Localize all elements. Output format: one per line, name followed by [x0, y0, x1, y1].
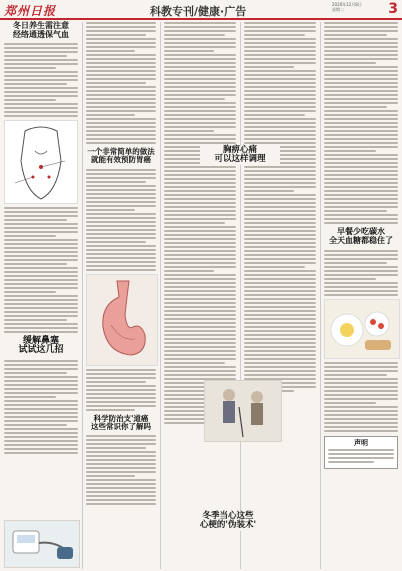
masthead: [0, 0, 402, 20]
breakfast-icon: [325, 300, 399, 358]
acupoint-illustration: [4, 120, 78, 204]
article-body: [4, 43, 78, 117]
column-2: [86, 22, 156, 569]
article-title: 冬季当心这些 心梗的'伪装术': [176, 512, 280, 531]
blood-pressure-photo: [4, 520, 80, 568]
elderly-walking-photo: [204, 380, 282, 442]
column-divider: [82, 22, 83, 569]
section-title: 科教专刊/健康·广告: [150, 5, 247, 18]
article-title: 一个非常简单的做法 就能有效预防胃癌: [87, 147, 155, 165]
column-4: [244, 22, 316, 569]
article-title: 早餐少吃碳水 全天血糖都稳住了: [329, 227, 393, 245]
elderly-icon: [205, 381, 281, 441]
article-title: 胸痹心痛 可以这样调理: [200, 146, 280, 165]
stomach-illustration: [86, 274, 158, 366]
column-divider: [320, 22, 321, 569]
column-divider: [240, 22, 241, 569]
article-title: 冬日养生需注意 经络通透保气血: [13, 21, 69, 39]
stomach-icon: [87, 275, 157, 365]
issue-date: 2020年12月8日 星期二: [332, 2, 362, 12]
column-divider: [160, 22, 161, 569]
notice-title: 声明: [354, 438, 368, 447]
page-number: 3: [388, 1, 398, 17]
article-title: 科学防治支'道癌 这些常识你了解吗: [91, 413, 151, 431]
column-1: [4, 22, 78, 569]
body-diagram-icon: [5, 121, 77, 203]
breakfast-photo: [324, 299, 400, 359]
article-title: 缓解鼻塞 试试这几招: [18, 335, 64, 356]
column-5: [324, 22, 398, 569]
blood-pressure-monitor-icon: [5, 521, 79, 567]
newspaper-logo: 郑州日报: [4, 4, 57, 18]
notice-box: [324, 436, 398, 470]
column-3: [164, 22, 236, 569]
